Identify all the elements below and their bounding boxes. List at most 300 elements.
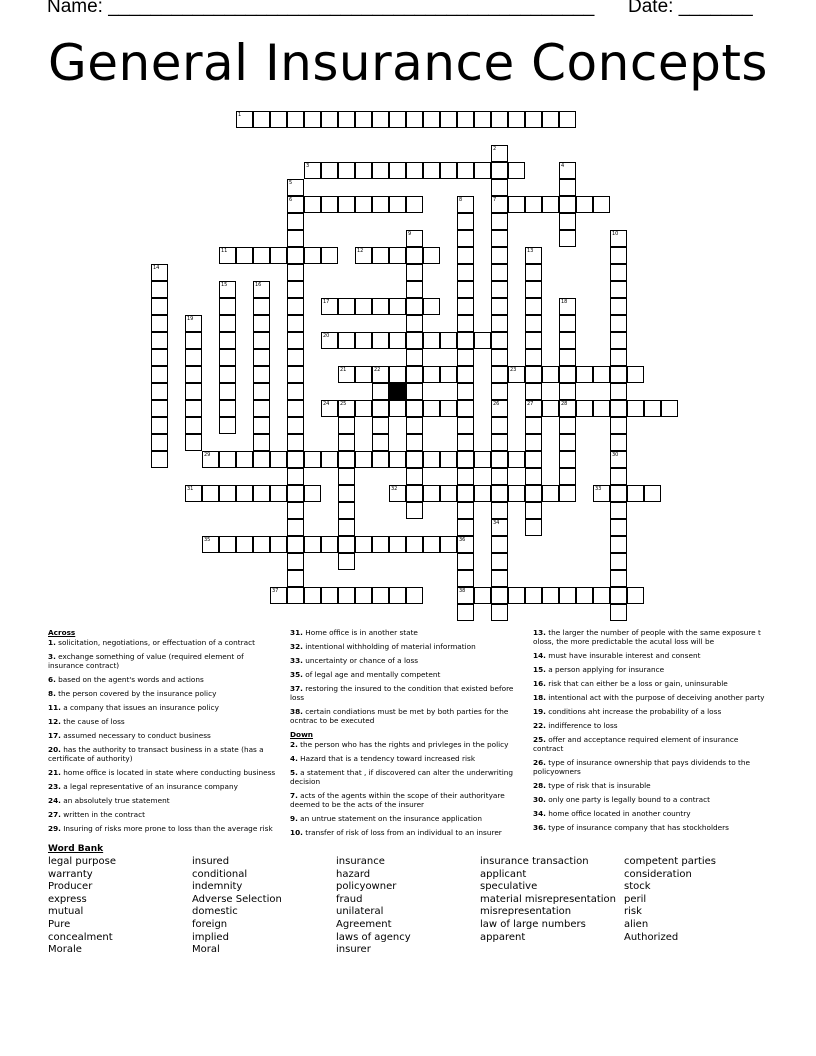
grid-cell[interactable] [372, 247, 389, 264]
grid-cell[interactable] [457, 485, 474, 502]
grid-cell[interactable] [440, 451, 457, 468]
grid-cell[interactable] [270, 485, 287, 502]
grid-cell[interactable] [491, 604, 508, 621]
grid-cell[interactable] [338, 332, 355, 349]
grid-cell[interactable] [236, 485, 253, 502]
grid-cell[interactable] [151, 315, 168, 332]
grid-cell[interactable] [304, 485, 321, 502]
grid-cell[interactable] [457, 230, 474, 247]
grid-cell[interactable] [610, 519, 627, 536]
grid-cell[interactable] [525, 485, 542, 502]
grid-cell[interactable] [185, 315, 202, 332]
grid-cell[interactable] [491, 145, 508, 162]
grid-cell[interactable] [559, 230, 576, 247]
grid-cell[interactable] [287, 383, 304, 400]
grid-cell[interactable] [338, 366, 355, 383]
grid-cell[interactable] [576, 196, 593, 213]
grid-cell[interactable] [508, 366, 525, 383]
grid-cell[interactable] [457, 298, 474, 315]
grid-cell[interactable] [474, 111, 491, 128]
grid-cell[interactable] [627, 366, 644, 383]
grid-cell[interactable] [321, 536, 338, 553]
grid-cell[interactable] [457, 349, 474, 366]
grid-cell[interactable] [457, 366, 474, 383]
grid-cell[interactable] [559, 298, 576, 315]
grid-cell[interactable] [525, 519, 542, 536]
grid-cell[interactable] [423, 162, 440, 179]
grid-cell[interactable] [253, 485, 270, 502]
grid-cell[interactable] [457, 417, 474, 434]
grid-cell[interactable] [151, 451, 168, 468]
grid-cell[interactable] [270, 587, 287, 604]
grid-cell[interactable] [559, 434, 576, 451]
grid-cell[interactable] [304, 162, 321, 179]
grid-cell[interactable] [525, 196, 542, 213]
grid-cell[interactable] [287, 179, 304, 196]
grid-cell[interactable] [474, 332, 491, 349]
grid-cell[interactable] [338, 400, 355, 417]
grid-cell[interactable] [457, 264, 474, 281]
grid-cell[interactable] [338, 502, 355, 519]
grid-cell[interactable] [525, 417, 542, 434]
grid-cell[interactable] [219, 332, 236, 349]
grid-cell[interactable] [525, 587, 542, 604]
grid-cell[interactable] [559, 485, 576, 502]
grid-cell[interactable] [610, 536, 627, 553]
grid-cell[interactable] [610, 553, 627, 570]
grid-cell[interactable] [491, 536, 508, 553]
grid-cell[interactable] [287, 264, 304, 281]
grid-cell[interactable] [457, 451, 474, 468]
grid-cell[interactable] [389, 366, 406, 383]
grid-cell[interactable] [338, 553, 355, 570]
grid-cell[interactable] [389, 111, 406, 128]
grid-cell[interactable] [559, 468, 576, 485]
grid-cell[interactable] [491, 349, 508, 366]
grid-cell[interactable] [525, 451, 542, 468]
grid-cell[interactable] [491, 417, 508, 434]
grid-cell[interactable] [559, 587, 576, 604]
grid-cell[interactable] [236, 536, 253, 553]
grid-cell[interactable] [355, 298, 372, 315]
grid-cell[interactable] [151, 264, 168, 281]
grid-cell[interactable] [321, 587, 338, 604]
grid-cell[interactable] [406, 281, 423, 298]
grid-cell[interactable] [151, 298, 168, 315]
grid-cell[interactable] [525, 247, 542, 264]
grid-cell[interactable] [287, 417, 304, 434]
grid-cell[interactable] [151, 332, 168, 349]
grid-cell[interactable] [151, 383, 168, 400]
grid-cell[interactable] [423, 111, 440, 128]
grid-cell[interactable] [627, 400, 644, 417]
grid-cell[interactable] [423, 298, 440, 315]
grid-cell[interactable] [491, 264, 508, 281]
grid-cell[interactable] [253, 281, 270, 298]
grid-cell[interactable] [287, 502, 304, 519]
grid-cell[interactable] [491, 400, 508, 417]
grid-cell[interactable] [525, 349, 542, 366]
grid-cell[interactable] [559, 162, 576, 179]
grid-cell[interactable] [287, 247, 304, 264]
grid-cell[interactable] [321, 247, 338, 264]
grid-cell[interactable] [185, 417, 202, 434]
grid-cell[interactable] [219, 247, 236, 264]
grid-cell[interactable] [491, 111, 508, 128]
grid-cell[interactable] [219, 417, 236, 434]
grid-cell[interactable] [355, 587, 372, 604]
grid-cell[interactable] [474, 451, 491, 468]
grid-cell[interactable] [355, 247, 372, 264]
grid-cell[interactable] [406, 485, 423, 502]
grid-cell[interactable] [491, 383, 508, 400]
grid-cell[interactable] [338, 485, 355, 502]
grid-cell[interactable] [338, 417, 355, 434]
grid-cell[interactable] [219, 400, 236, 417]
grid-cell[interactable] [559, 400, 576, 417]
grid-cell[interactable] [559, 111, 576, 128]
grid-cell[interactable] [236, 247, 253, 264]
grid-cell[interactable] [491, 179, 508, 196]
grid-cell[interactable] [457, 587, 474, 604]
grid-cell[interactable] [559, 349, 576, 366]
grid-cell[interactable] [372, 417, 389, 434]
grid-cell[interactable] [355, 451, 372, 468]
grid-cell[interactable] [287, 451, 304, 468]
grid-cell[interactable] [644, 400, 661, 417]
grid-cell[interactable] [508, 162, 525, 179]
grid-cell[interactable] [202, 536, 219, 553]
grid-cell[interactable] [219, 349, 236, 366]
grid-cell[interactable] [338, 519, 355, 536]
grid-cell[interactable] [627, 485, 644, 502]
grid-cell[interactable] [593, 587, 610, 604]
grid-cell[interactable] [474, 485, 491, 502]
grid-cell[interactable] [338, 196, 355, 213]
grid-cell[interactable] [491, 298, 508, 315]
grid-cell[interactable] [338, 162, 355, 179]
grid-cell[interactable] [185, 332, 202, 349]
grid-cell[interactable] [457, 315, 474, 332]
grid-cell[interactable] [525, 468, 542, 485]
grid-cell[interactable] [491, 247, 508, 264]
grid-cell[interactable] [457, 111, 474, 128]
grid-cell[interactable] [423, 400, 440, 417]
grid-cell[interactable] [610, 485, 627, 502]
grid-cell[interactable] [406, 400, 423, 417]
grid-cell[interactable] [389, 332, 406, 349]
grid-cell[interactable] [219, 383, 236, 400]
grid-cell[interactable] [355, 366, 372, 383]
grid-cell[interactable] [440, 485, 457, 502]
grid-cell[interactable] [287, 570, 304, 587]
grid-cell[interactable] [559, 383, 576, 400]
grid-cell[interactable] [406, 196, 423, 213]
grid-cell[interactable] [236, 111, 253, 128]
grid-cell[interactable] [525, 366, 542, 383]
grid-cell[interactable] [457, 536, 474, 553]
grid-cell[interactable] [457, 213, 474, 230]
grid-cell[interactable] [610, 349, 627, 366]
grid-cell[interactable] [304, 587, 321, 604]
grid-cell[interactable] [457, 434, 474, 451]
grid-cell[interactable] [253, 332, 270, 349]
grid-cell[interactable] [525, 111, 542, 128]
grid-cell[interactable] [610, 264, 627, 281]
grid-cell[interactable] [253, 247, 270, 264]
grid-cell[interactable] [491, 468, 508, 485]
grid-cell[interactable] [389, 451, 406, 468]
grid-cell[interactable] [372, 162, 389, 179]
grid-cell[interactable] [406, 315, 423, 332]
grid-cell[interactable] [610, 332, 627, 349]
grid-cell[interactable] [406, 587, 423, 604]
grid-cell[interactable] [457, 553, 474, 570]
grid-cell[interactable] [525, 298, 542, 315]
grid-cell[interactable] [610, 570, 627, 587]
grid-cell[interactable] [338, 451, 355, 468]
grid-cell[interactable] [219, 536, 236, 553]
grid-cell[interactable] [389, 196, 406, 213]
grid-cell[interactable] [610, 383, 627, 400]
grid-cell[interactable] [525, 281, 542, 298]
grid-cell[interactable] [491, 434, 508, 451]
grid-cell[interactable] [542, 111, 559, 128]
grid-cell[interactable] [372, 587, 389, 604]
grid-cell[interactable] [491, 570, 508, 587]
grid-cell[interactable] [474, 587, 491, 604]
grid-cell[interactable] [491, 366, 508, 383]
grid-cell[interactable] [253, 536, 270, 553]
grid-cell[interactable] [406, 264, 423, 281]
grid-cell[interactable] [525, 502, 542, 519]
grid-cell[interactable] [321, 162, 338, 179]
grid-cell[interactable] [610, 247, 627, 264]
grid-cell[interactable] [440, 366, 457, 383]
grid-cell[interactable] [236, 451, 253, 468]
grid-cell[interactable] [542, 485, 559, 502]
grid-cell[interactable] [355, 111, 372, 128]
grid-cell[interactable] [406, 468, 423, 485]
grid-cell[interactable] [338, 468, 355, 485]
grid-cell[interactable] [389, 536, 406, 553]
grid-cell[interactable] [372, 400, 389, 417]
grid-cell[interactable] [610, 502, 627, 519]
grid-cell[interactable] [559, 196, 576, 213]
grid-cell[interactable] [457, 196, 474, 213]
grid-cell[interactable] [372, 196, 389, 213]
grid-cell[interactable] [372, 332, 389, 349]
grid-cell[interactable] [610, 400, 627, 417]
grid-cell[interactable] [389, 485, 406, 502]
grid-cell[interactable] [219, 315, 236, 332]
grid-cell[interactable] [406, 383, 423, 400]
grid-cell[interactable] [406, 247, 423, 264]
grid-cell[interactable] [610, 468, 627, 485]
grid-cell[interactable] [389, 162, 406, 179]
grid-cell[interactable] [287, 587, 304, 604]
grid-cell[interactable] [202, 451, 219, 468]
grid-cell[interactable] [219, 298, 236, 315]
grid-cell[interactable] [219, 485, 236, 502]
grid-cell[interactable] [610, 451, 627, 468]
grid-cell[interactable] [304, 247, 321, 264]
grid-cell[interactable] [287, 196, 304, 213]
grid-cell[interactable] [542, 366, 559, 383]
grid-cell[interactable] [508, 451, 525, 468]
grid-cell[interactable] [287, 485, 304, 502]
grid-cell[interactable] [474, 162, 491, 179]
grid-cell[interactable] [559, 366, 576, 383]
grid-cell[interactable] [253, 400, 270, 417]
grid-cell[interactable] [287, 519, 304, 536]
grid-cell[interactable] [576, 366, 593, 383]
grid-cell[interactable] [406, 162, 423, 179]
grid-cell[interactable] [406, 349, 423, 366]
grid-cell[interactable] [389, 247, 406, 264]
grid-cell[interactable] [525, 383, 542, 400]
grid-cell[interactable] [491, 485, 508, 502]
grid-cell[interactable] [355, 162, 372, 179]
grid-cell[interactable] [491, 451, 508, 468]
grid-cell[interactable] [440, 332, 457, 349]
grid-cell[interactable] [457, 332, 474, 349]
grid-cell[interactable] [406, 502, 423, 519]
grid-cell[interactable] [559, 451, 576, 468]
grid-cell[interactable] [610, 604, 627, 621]
grid-cell[interactable] [287, 400, 304, 417]
grid-cell[interactable] [151, 349, 168, 366]
grid-cell[interactable] [610, 281, 627, 298]
grid-cell[interactable] [253, 315, 270, 332]
grid-cell[interactable] [610, 434, 627, 451]
grid-cell[interactable] [287, 298, 304, 315]
grid-cell[interactable] [287, 553, 304, 570]
grid-cell[interactable] [355, 332, 372, 349]
grid-cell[interactable] [253, 434, 270, 451]
grid-cell[interactable] [491, 587, 508, 604]
grid-cell[interactable] [593, 196, 610, 213]
grid-cell[interactable] [287, 315, 304, 332]
grid-cell[interactable] [593, 400, 610, 417]
grid-cell[interactable] [457, 468, 474, 485]
grid-cell[interactable] [610, 417, 627, 434]
grid-cell[interactable] [287, 281, 304, 298]
grid-cell[interactable] [457, 519, 474, 536]
grid-cell[interactable] [389, 298, 406, 315]
grid-cell[interactable] [542, 587, 559, 604]
grid-cell[interactable] [287, 111, 304, 128]
grid-cell[interactable] [457, 247, 474, 264]
grid-cell[interactable] [406, 536, 423, 553]
grid-cell[interactable] [593, 366, 610, 383]
grid-cell[interactable] [355, 536, 372, 553]
grid-cell[interactable] [525, 315, 542, 332]
grid-cell[interactable] [287, 332, 304, 349]
grid-cell[interactable] [253, 366, 270, 383]
grid-cell[interactable] [304, 536, 321, 553]
grid-cell[interactable] [423, 332, 440, 349]
grid-cell[interactable] [491, 315, 508, 332]
grid-cell[interactable] [491, 230, 508, 247]
grid-cell[interactable] [321, 298, 338, 315]
grid-cell[interactable] [610, 298, 627, 315]
grid-cell[interactable] [338, 298, 355, 315]
grid-cell[interactable] [321, 332, 338, 349]
grid-cell[interactable] [610, 315, 627, 332]
grid-cell[interactable] [457, 502, 474, 519]
grid-cell[interactable] [372, 383, 389, 400]
grid-cell[interactable] [202, 485, 219, 502]
grid-cell[interactable] [185, 400, 202, 417]
grid-cell[interactable] [372, 366, 389, 383]
grid-cell[interactable] [525, 434, 542, 451]
grid-cell[interactable] [559, 417, 576, 434]
grid-cell[interactable] [423, 485, 440, 502]
grid-cell[interactable] [287, 213, 304, 230]
grid-cell[interactable] [185, 366, 202, 383]
grid-cell[interactable] [270, 247, 287, 264]
grid-cell[interactable] [559, 315, 576, 332]
grid-cell[interactable] [406, 332, 423, 349]
grid-cell[interactable] [627, 587, 644, 604]
grid-cell[interactable] [559, 332, 576, 349]
grid-cell[interactable] [321, 111, 338, 128]
grid-cell[interactable] [253, 349, 270, 366]
grid-cell[interactable] [389, 587, 406, 604]
grid-cell[interactable] [338, 536, 355, 553]
grid-cell[interactable] [525, 332, 542, 349]
grid-cell[interactable] [508, 196, 525, 213]
grid-cell[interactable] [525, 264, 542, 281]
grid-cell[interactable] [406, 230, 423, 247]
grid-cell[interactable] [508, 485, 525, 502]
grid-cell[interactable] [610, 230, 627, 247]
grid-cell[interactable] [270, 451, 287, 468]
grid-cell[interactable] [440, 536, 457, 553]
grid-cell[interactable] [593, 485, 610, 502]
grid-cell[interactable] [491, 332, 508, 349]
grid-cell[interactable] [491, 213, 508, 230]
grid-cell[interactable] [287, 468, 304, 485]
grid-cell[interactable] [661, 400, 678, 417]
grid-cell[interactable] [457, 570, 474, 587]
grid-cell[interactable] [372, 536, 389, 553]
grid-cell[interactable] [406, 111, 423, 128]
grid-cell[interactable] [151, 434, 168, 451]
grid-cell[interactable] [406, 298, 423, 315]
grid-cell[interactable] [457, 383, 474, 400]
grid-cell[interactable] [491, 162, 508, 179]
grid-cell[interactable] [559, 213, 576, 230]
grid-cell[interactable] [151, 281, 168, 298]
grid-cell[interactable] [457, 400, 474, 417]
grid-cell[interactable] [406, 451, 423, 468]
grid-cell[interactable] [372, 451, 389, 468]
grid-cell[interactable] [644, 485, 661, 502]
grid-cell[interactable] [287, 230, 304, 247]
grid-cell[interactable] [185, 349, 202, 366]
grid-cell[interactable] [542, 196, 559, 213]
grid-cell[interactable] [423, 366, 440, 383]
grid-cell[interactable] [270, 536, 287, 553]
grid-cell[interactable] [542, 400, 559, 417]
grid-cell[interactable] [338, 587, 355, 604]
grid-cell[interactable] [576, 587, 593, 604]
grid-cell[interactable] [185, 434, 202, 451]
grid-cell[interactable] [491, 502, 508, 519]
grid-cell[interactable] [338, 434, 355, 451]
